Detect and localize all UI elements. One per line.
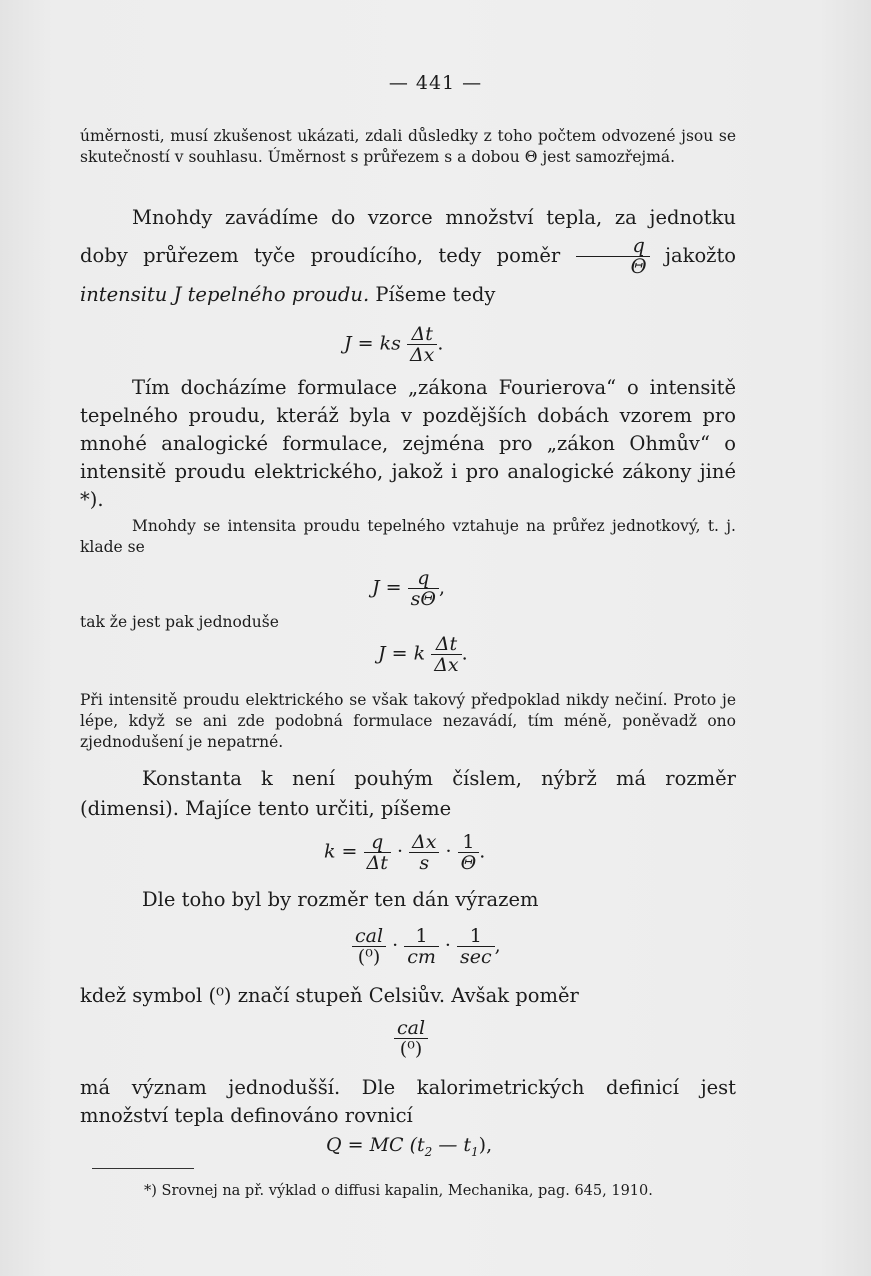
fraction-denominator: Θ	[630, 255, 647, 278]
eq4-f3-denominator: Θ	[460, 852, 477, 874]
fraction-numerator: q	[576, 236, 650, 257]
eq4-fraction-3	[458, 832, 480, 873]
equation-simplified	[378, 634, 468, 675]
eq1-denominator: Δx	[409, 344, 435, 366]
eq7-lhs: Q = MC (t	[326, 1134, 425, 1156]
paragraph-10: má význam jednodušší. Dle kalorimetrických definicí jest množství tepla definováno rovnicí	[80, 1076, 736, 1127]
eq7-subscript-1: 1	[471, 1144, 479, 1159]
paragraph-5: tak že jest pak jednoduše	[80, 613, 279, 631]
footnote: *) Srovnej na př. výklad o diffusi kapalin, Mechanika, pag. 645, 1910.	[144, 1183, 653, 1199]
eq4-fraction-1	[364, 832, 391, 873]
eq4-dot-1: ·	[396, 840, 403, 863]
eq2-denominator: sΘ	[410, 588, 436, 610]
intensity-term: intensitu J tepelného proudu.	[80, 283, 370, 306]
eq5-fraction-3	[457, 926, 495, 967]
eq4-f3-numerator: 1	[458, 832, 480, 853]
eq2-end: ,	[438, 576, 445, 599]
eq1-numerator: Δt	[407, 324, 437, 345]
equation-cal-ratio	[394, 1018, 428, 1059]
paragraph-1: úměrnosti, musí zkušenost ukázati, zdali důsledky z toho počtem odvozené jsou se skutečností v souhlasu. Úměrnost s průřezem s a dobou Θ jest samozřejmá.	[80, 127, 736, 166]
equation-calorimetric	[326, 1134, 492, 1159]
eq4-f1-numerator: q	[364, 832, 391, 853]
eq1-end: .	[437, 332, 444, 355]
equation-fourier	[344, 324, 443, 365]
eq4-dot-2: ·	[445, 840, 452, 863]
eq5-f3-denominator: sec	[460, 946, 492, 968]
fraction-q-theta	[576, 236, 650, 277]
eq2-numerator: q	[408, 568, 439, 589]
eq7-end: ),	[478, 1134, 493, 1156]
paragraph-2-text-b: jakožto	[664, 244, 737, 267]
eq1-lhs: J = ks	[344, 332, 401, 355]
eq5-f2-denominator: cm	[407, 946, 436, 968]
paragraph-2	[80, 200, 736, 313]
eq7-mid: — t	[432, 1134, 472, 1156]
eq4-f2-numerator: Δx	[409, 832, 439, 853]
eq2-fraction	[408, 568, 439, 609]
eq4-f1-denominator: Δt	[366, 852, 388, 874]
paragraph-2-text-a: Mnohdy zavádíme do vzorce množství tepla, za jednotku doby průřezem tyče proudícího, tedy poměr	[80, 206, 736, 267]
eq5-fraction-2	[404, 926, 439, 967]
eq5-fraction-1	[352, 926, 386, 967]
eq3-lhs: J = k	[378, 642, 426, 665]
footnote-rule	[92, 1168, 194, 1169]
eq2-lhs: J =	[372, 576, 402, 599]
eq3-denominator: Δx	[434, 654, 459, 676]
eq5-end: ,	[494, 934, 501, 957]
eq5-f3-numerator: 1	[457, 926, 495, 947]
eq5-f1-numerator: cal	[352, 926, 386, 947]
paragraph-6: Při intensitě proudu elektrického se však takový předpoklad nikdy nečiní. Proto je lépe, když se ani zde podobná formulace nezavádí, tím méně, poněvadž ono zjednodušení je nepatrné.	[80, 691, 736, 751]
paragraph-2-text-c: Píšeme tedy	[375, 283, 496, 306]
eq5-f1-denominator: (⁰)	[357, 946, 381, 968]
page-number: — 441 —	[388, 72, 483, 94]
eq5-dot-2: ·	[444, 934, 451, 957]
equation-constant-k	[324, 832, 485, 873]
equation-unit-area	[372, 568, 445, 609]
eq4-end: .	[479, 840, 486, 863]
paragraph-4: Mnohdy se intensita proudu tepelného vztahuje na průřez jednotkový, t. j. klade se	[80, 517, 736, 556]
eq5-dot-1: ·	[392, 934, 399, 957]
eq6-denominator: (⁰)	[399, 1038, 423, 1060]
paragraph-3: Tím docházíme formulace „zákona Fourierova“ o intensitě tepelného proudu, kteráž byla v pozdějších dobách vzorem pro mnohé analogické formulace, zejména pro „zákon Ohmův“ o intensitě proudu elektrického, jakož i pro analogické zákony jiné *).	[80, 376, 736, 511]
eq7-subscript-2: 2	[424, 1144, 433, 1159]
eq3-end: .	[461, 642, 468, 665]
eq6-fraction	[394, 1018, 428, 1059]
eq4-fraction-2	[409, 832, 439, 873]
paragraph-7: Konstanta k není pouhým číslem, nýbrž má rozměr (dimensi). Majíce tento určiti, píšeme	[80, 767, 736, 820]
eq4-lhs: k =	[324, 840, 358, 863]
paragraph-9: kdež symbol (⁰) značí stupeň Celsiův. Avšak poměr	[80, 984, 579, 1007]
eq6-numerator: cal	[394, 1018, 428, 1039]
eq3-fraction	[431, 634, 461, 675]
paragraph-8: Dle toho byl by rozměr ten dán výrazem	[142, 888, 539, 911]
eq1-fraction	[407, 324, 437, 365]
equation-dimension	[352, 926, 501, 967]
eq3-numerator: Δt	[431, 634, 461, 655]
eq5-f2-numerator: 1	[404, 926, 439, 947]
eq4-f2-denominator: s	[419, 852, 430, 874]
